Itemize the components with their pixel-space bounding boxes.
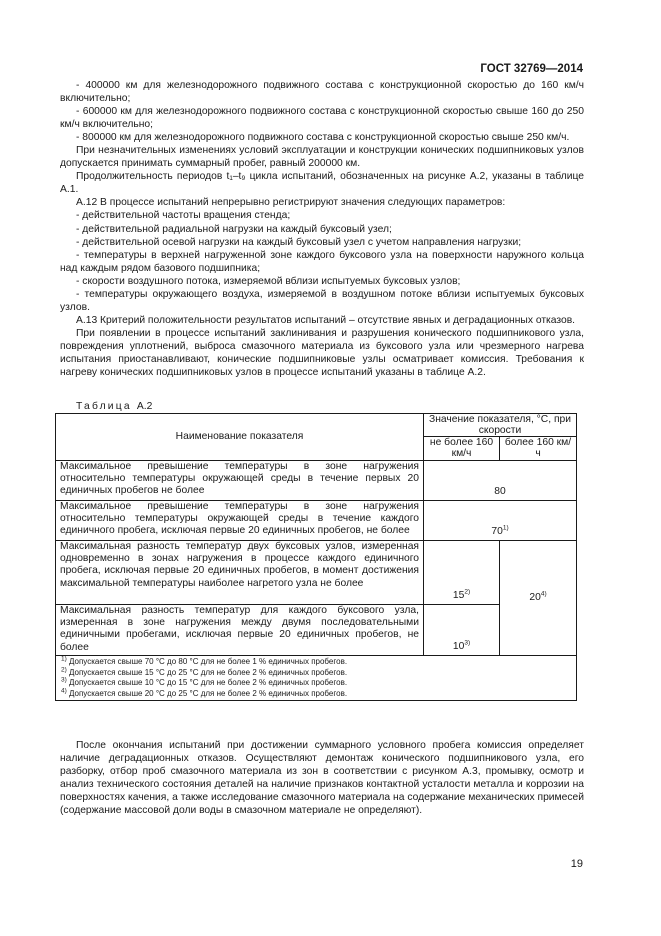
header-speed-over-160: более 160 км/ч: [500, 437, 577, 461]
value-text: 80: [494, 485, 506, 497]
table-row-value: [424, 605, 500, 656]
footnote-text: Допускается свыше 70 °С до 80 °С для не более 1 % единичных пробегов.: [66, 657, 348, 666]
paragraph: - действительной осевой нагрузки на каждый буксовый узел с учетом направления нагрузки;: [76, 236, 522, 248]
footnote: [61, 657, 571, 668]
paragraph: Продолжительность периодов t₁–t₉ цикла испытаний, обозначенных на рисунке А.2, указаны в таблице А.1.: [60, 171, 584, 196]
table-row-name: Максимальная разность температур двух буксовых узлов, измеренная одновременно в зонах нагружения в процессе каждого единичного пробега, исключая первые 20 единичных пробегов, в момент достижения максимальной температуры наиболее нагретого узла не более: [56, 541, 424, 605]
table-row-value: [424, 501, 577, 541]
paragraph: - действительной радиальной нагрузки на каждый буксовый узел;: [76, 223, 392, 235]
value-text: 20: [529, 591, 541, 603]
table-row-name: Максимальное превышение температуры в зоне нагружения относительно температуры окружающей среды в течение каждого единичного пробега, исключая первые 20 единичных пробегов, не более: [56, 501, 424, 541]
paragraph: - действительной частоты вращения стенда;: [76, 210, 291, 222]
table-caption: [76, 401, 152, 412]
footnote-ref: 3): [464, 639, 471, 647]
merged-value-cell: [500, 541, 577, 656]
paragraph: При незначительных изменениях условий эксплуатации и конструкции конических подшипниковых узлов допускается принимать суммарный пробег, равный 200000 км.: [60, 145, 584, 170]
footnote-mark: 2): [61, 665, 67, 673]
table-caption-number: А.2: [136, 401, 153, 412]
table-row-value: [424, 541, 500, 605]
paragraph: После окончания испытаний при достижении суммарного условного пробега комиссия определяет наличие деградационных отказов. Осуществляют демонтаж конического подшипникового узла, его разборку, отбор проб смазочного материала из зон в соответствии с рисунком А.3, промывку, осмотр и анализ технического состояния деталей на наличие признаков контактной усталости металла и коррозии на поверхностях качения, а также исследование смазочного материала на содержание механических примесей (содержание массовой доли воды в смазочном материале не определяют).: [60, 740, 584, 817]
footnote-text: Допускается свыше 20 °С до 25 °С для не более 2 % единичных пробегов.: [66, 688, 348, 698]
table-row-value: [424, 461, 577, 501]
footnote-text: Допускается свыше 15 °С до 25 °С для не более 2 % единичных пробегов.: [66, 667, 348, 677]
header-name-column: Наименование показателя: [56, 414, 424, 461]
body-text: [60, 79, 584, 379]
page-number: 19: [570, 858, 583, 870]
footnote-ref: 4): [540, 590, 547, 598]
paragraph: - скорости воздушного потока, измеряемой вблизи испытуемых буксовых узлов;: [76, 275, 461, 287]
document-header: ГОСТ 32769—2014: [480, 63, 583, 75]
header-speed-up-to-160: не более 160 км/ч: [424, 437, 500, 461]
table-row-name: Максимальная разность температур для каждого буксового узла, измеренная в зоне нагружения между двумя последовательными единичными пробегами, исключая первые 20 единичных пробегов, не более: [56, 605, 424, 656]
paragraph: А.12 В процессе испытаний непрерывно регистрируют значения следующих параметров:: [76, 197, 506, 209]
header-value-column: Значение показателя, °С, при скорости: [424, 414, 577, 437]
paragraph: - температуры окружающего воздуха, измеряемой в воздушном потоке вблизи испытуемых буксовых узлов.: [60, 288, 584, 313]
footnote: [61, 678, 571, 689]
paragraph: А.13 Критерий положительности результатов испытаний – отсутствие явных и деградационных отказов.: [76, 314, 576, 326]
footnote-ref: 2): [464, 588, 471, 596]
paragraph: - 400000 км для железнодорожного подвижного состава с конструкционной скоростью до 160 км/ч включительно;: [60, 80, 584, 105]
requirements-table: [55, 413, 577, 701]
footnote-mark: 1): [61, 655, 67, 663]
paragraph: - 600000 км для железнодорожного подвижного состава с конструкционной скоростью свыше 160 до 250 км/ч включительно;: [60, 106, 584, 131]
footnote-text: Допускается свыше 10 °С до 15 °С для не более 2 % единичных пробегов.: [66, 678, 348, 688]
paragraph: - температуры в верхней нагруженной зоне каждого буксового узла на поверхности наружного кольца над каждым рядом базового подшипника;: [60, 249, 584, 274]
footnote-mark: 3): [61, 676, 67, 684]
footnote-mark: 4): [61, 687, 67, 695]
table-caption-word: Таблица: [76, 401, 132, 412]
paragraph: - 800000 км для железнодорожного подвижного состава с конструкционной скоростью свыше 250 км/ч.: [76, 132, 570, 144]
table-row-name: Максимальное превышение температуры в зоне нагружения относительно температуры окружающей среды в течение первых 20 единичных пробегов не более: [56, 461, 424, 501]
closing-text: [60, 739, 584, 817]
value-text: 10: [452, 640, 465, 652]
paragraph: При появлении в процессе испытаний заклинивания и разрушения конического подшипникового узла, повреждения уплотнений, выброса смазочного материала из буксового узла или чрезмерного нагрева испытания приостанавливают, конические подшипниковые узлы осматривает комиссия. Требования к нагреву конических подшипниковых узлов в процессе испытаний указаны в таблице А.2.: [60, 327, 584, 379]
footnote: [61, 689, 571, 700]
value-text: 15: [452, 589, 465, 601]
value-text: 70: [491, 525, 503, 537]
footnote: [61, 665, 571, 679]
footnote-ref: 1): [502, 524, 509, 532]
table-footnotes: [56, 656, 577, 701]
